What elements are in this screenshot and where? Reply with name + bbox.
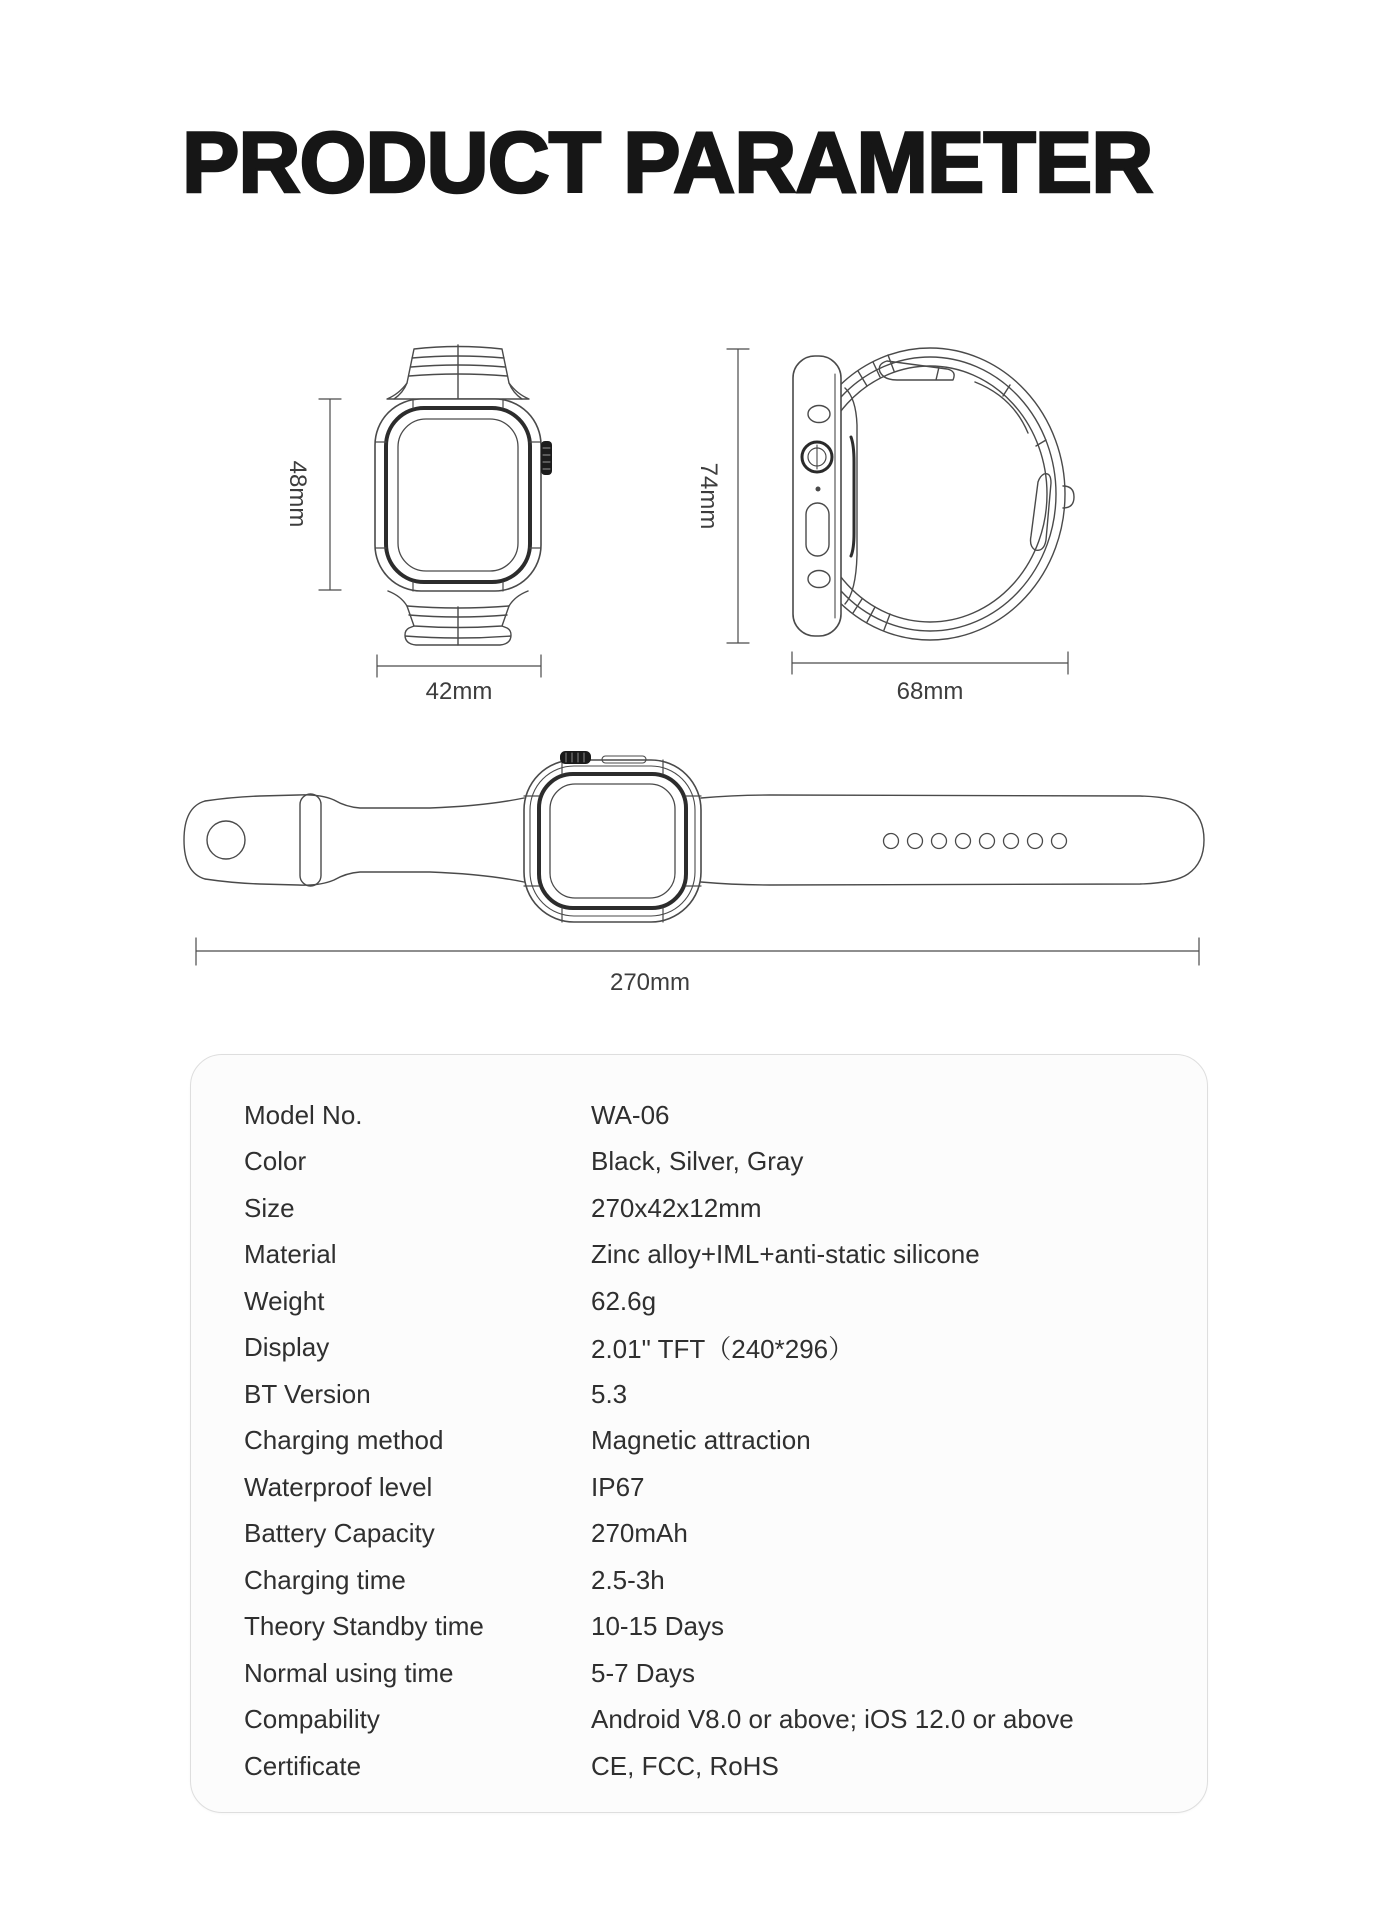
front-height-dim-line: [319, 399, 341, 590]
flat-length-dim-line: [196, 938, 1199, 965]
flat-left-strap-cap: [184, 801, 205, 879]
spec-row-model: [191, 1092, 1207, 1139]
spec-value: CE, FCC, RoHS: [591, 1750, 779, 1781]
spec-value: IP67: [591, 1471, 645, 1502]
spec-label: BT Version: [244, 1378, 371, 1409]
side-width-dim-label: 68mm: [896, 678, 964, 705]
side-width-dim-line: [792, 652, 1068, 674]
spec-row-weight: [191, 1278, 1207, 1325]
spec-label: Normal using time: [244, 1657, 454, 1688]
spec-label: Color: [244, 1146, 307, 1177]
spec-value: 62.6g: [591, 1285, 657, 1316]
spec-label: Waterproof level: [244, 1471, 433, 1502]
spec-value: 2.01" TFT（240*296）: [591, 1334, 855, 1365]
side-view-drawing: [727, 348, 1074, 674]
front-case-outline: [375, 399, 541, 591]
spec-label: Size: [244, 1192, 295, 1223]
spec-row-display: [191, 1325, 1207, 1372]
spec-row-using-time: [191, 1650, 1207, 1697]
front-bottom-lug-hooks: [388, 591, 528, 606]
spec-label: Battery Capacity: [244, 1518, 435, 1549]
spec-value: Android V8.0 or above; iOS 12.0 or above: [591, 1704, 1074, 1735]
flat-strap-holes: [884, 834, 1067, 849]
spec-label: Compability: [244, 1704, 380, 1735]
spec-value: 10-15 Days: [591, 1611, 724, 1642]
spec-label: Charging time: [244, 1564, 406, 1595]
side-band-inner: [813, 366, 1047, 622]
spec-label: Material: [244, 1239, 337, 1270]
spec-label: Model No.: [244, 1099, 363, 1130]
flat-buckle-slot: [300, 794, 321, 886]
spec-rows: [191, 1055, 1207, 1790]
spec-row-charging-time: [191, 1557, 1207, 1604]
front-width-dim-line: [377, 655, 541, 677]
spec-row-charging-method: [191, 1418, 1207, 1465]
side-screen-edge: [851, 437, 854, 556]
spec-row-size: [191, 1185, 1207, 1232]
side-mic-dot: [816, 487, 821, 492]
front-crown: [541, 441, 552, 475]
spec-value: Black, Silver, Gray: [591, 1146, 804, 1177]
spec-label: Charging method: [244, 1425, 444, 1456]
flat-right-strap-outline: [701, 795, 1204, 885]
spec-row-material: [191, 1232, 1207, 1279]
flat-crown: [560, 751, 591, 764]
flat-view-drawing: [184, 751, 1204, 965]
flat-length-dim-label: 270mm: [609, 969, 691, 996]
spec-row-battery: [191, 1511, 1207, 1558]
front-view-drawing: [319, 345, 552, 677]
side-strap-overlap-flap: [975, 382, 1046, 446]
side-case-outline: [793, 356, 841, 636]
side-strap-keeper: [1031, 474, 1052, 551]
side-height-dim-line: [727, 349, 749, 643]
spec-row-certificate: [191, 1743, 1207, 1790]
spec-card: [190, 1054, 1208, 1813]
spec-row-compability: [191, 1697, 1207, 1744]
spec-label: Theory Standby time: [244, 1611, 484, 1642]
flat-pin-hole: [207, 821, 245, 859]
front-width-dim-label: 42mm: [425, 678, 493, 705]
flat-left-strap-top-edge: [205, 795, 524, 808]
spec-value: Magnetic attraction: [591, 1425, 811, 1456]
spec-value: WA-06: [591, 1099, 670, 1130]
spec-label: Certificate: [244, 1750, 362, 1781]
spec-value: 2.5-3h: [591, 1564, 665, 1595]
spec-row-color: [191, 1139, 1207, 1186]
page-title: PRODUCT PARAMETER: [182, 115, 1153, 211]
front-height-dim-label: 48mm: [284, 460, 311, 528]
spec-row-standby-time: [191, 1604, 1207, 1651]
spec-row-waterproof: [191, 1464, 1207, 1511]
spec-label: Display: [244, 1332, 330, 1363]
spec-value: 270x42x12mm: [591, 1192, 762, 1223]
spec-row-bt-version: [191, 1371, 1207, 1418]
side-height-dim-label: 74mm: [695, 462, 722, 530]
flat-left-strap-bottom-edge: [205, 872, 524, 885]
spec-value: 5.3: [591, 1378, 628, 1409]
spec-label: Weight: [244, 1285, 325, 1316]
spec-value: 5-7 Days: [591, 1657, 696, 1688]
spec-value: 270mAh: [591, 1518, 688, 1549]
spec-value: Zinc alloy+IML+anti-static silicone: [591, 1239, 980, 1270]
